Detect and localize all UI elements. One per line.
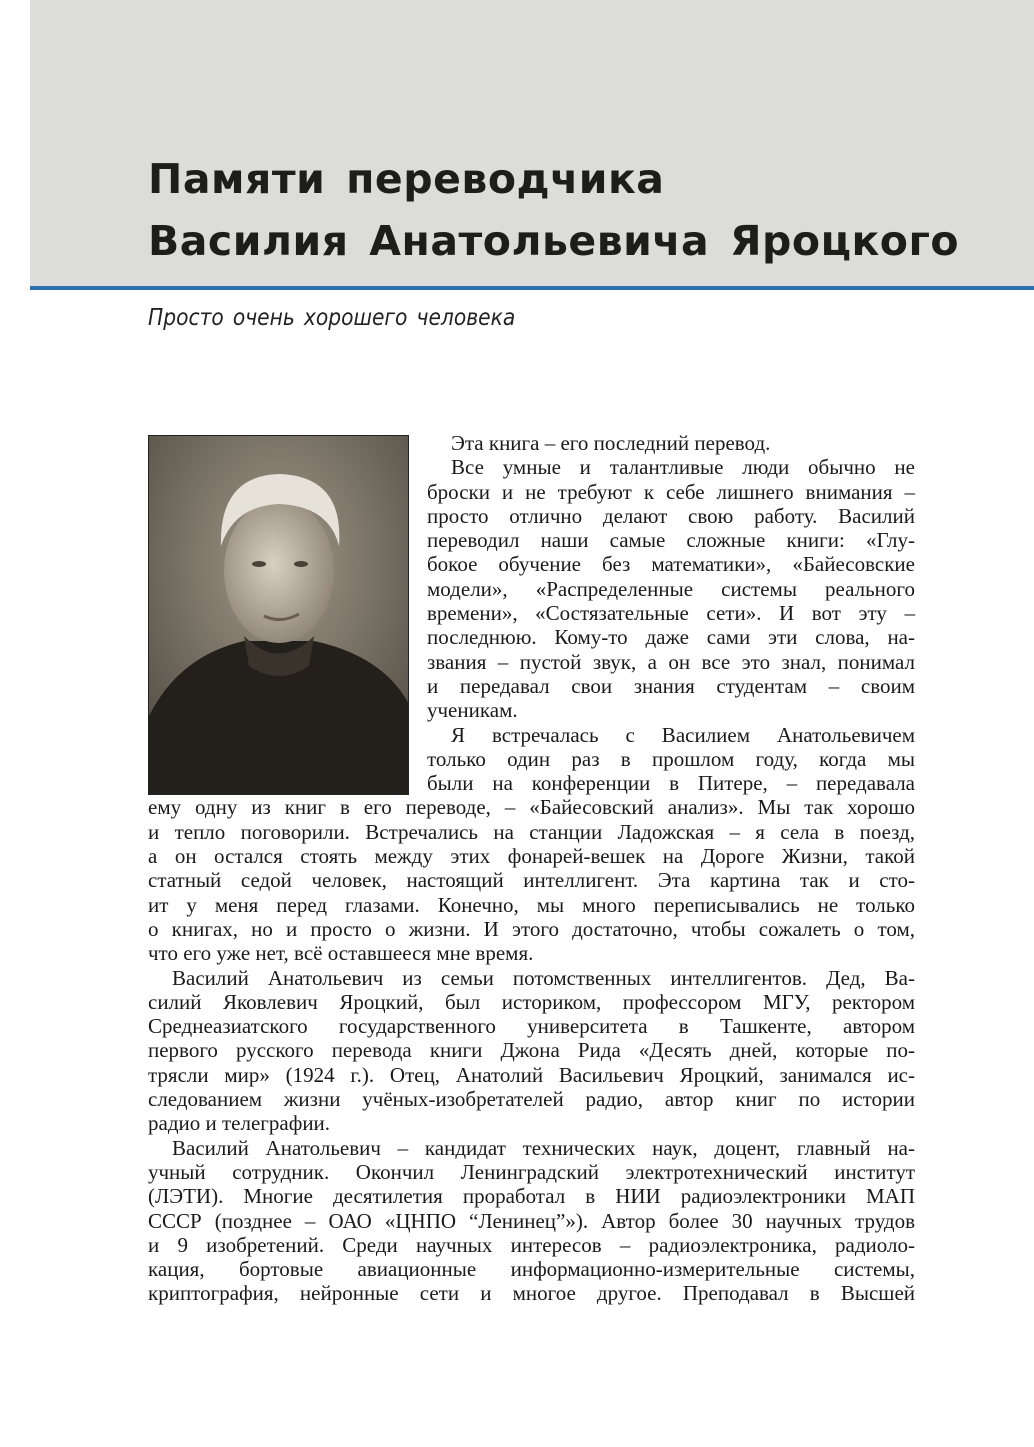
- text-line: модели», «Распределенные системы реального: [427, 576, 915, 601]
- text-line: криптография, нейронные сети и многое другое. Преподавал в Высшей: [148, 1281, 915, 1306]
- text-line: Василий Анатольевич – кандидат технических наук, доцент, главный на-: [172, 1135, 915, 1160]
- title-line: Василия Анатольевича Яроцкого: [148, 217, 960, 265]
- text-line: силий Яковлевич Яроцкий, был историком, профессором МГУ, ректором: [148, 989, 915, 1014]
- title-line: Памяти переводчика: [148, 155, 665, 203]
- text-line: что его уже нет, всё оставшееся мне время.: [148, 941, 534, 966]
- text-line: ит у меня перед глазами. Конечно, мы много переписывались не только: [148, 892, 915, 917]
- text-line: радио и телеграфии.: [148, 1111, 331, 1136]
- text-line: и 9 изобретений. Среди научных интересов – радиоэлектроника, радиоло-: [148, 1232, 915, 1257]
- text-line: просто отлично делают свою работу. Василий: [427, 503, 915, 528]
- text-line: только один раз в прошлом году, когда мы: [427, 746, 915, 771]
- text-line: Я встречалась с Василием Анатольевичем: [451, 722, 915, 747]
- page-title: [148, 148, 959, 272]
- text-line: и тепло поговорили. Встречались на станции Ладожская – я села в поезд,: [148, 819, 915, 844]
- text-line: Василий Анатольевич из семьи потомственных интеллигентов. Дед, Ва-: [172, 965, 915, 990]
- text-line: были на конференции в Питере, – передавала: [427, 771, 915, 796]
- text-line: о книгах, но и просто о жизни. И этого достаточно, чтобы сожалеть о том,: [148, 916, 915, 941]
- text-line: первого русского перевода книги Джона Рида «Десять дней, которые по-: [148, 1038, 915, 1063]
- text-line: и передавал свои знания студентам – своим: [427, 673, 915, 698]
- text-line: статный седой человек, настоящий интеллигент. Эта картина так и сто-: [148, 868, 915, 893]
- text-line: бокое обучение без математики», «Байесовские: [427, 552, 915, 577]
- text-line: Все умные и талантливые люди обычно не: [451, 455, 915, 480]
- text-line: ему одну из книг в его переводе, – «Байесовский анализ». Мы так хорошо: [148, 795, 915, 820]
- subtitle: Просто очень хорошего человека: [148, 305, 516, 331]
- header-rule: [30, 286, 1034, 290]
- text-line: последнюю. Кому-то даже сами эти слова, на-: [427, 625, 915, 650]
- text-line: учный сотрудник. Окончил Ленинградский электротехнический институт: [148, 1159, 915, 1184]
- text-line: трясли мир» (1924 г.). Отец, Анатолий Васильевич Яроцкий, занимался ис-: [148, 1062, 915, 1087]
- text-line: СССР (позднее – ОАО «ЦНПО “Ленинец”»). Автор более 30 научных трудов: [148, 1208, 915, 1233]
- text-line: броски и не требуют к себе лишнего внимания –: [427, 479, 915, 504]
- text-line: звания – пустой звук, а он все это знал, понимал: [427, 649, 915, 674]
- text-line: Эта книга – его последний перевод.: [451, 431, 771, 455]
- article-body: [148, 431, 915, 1306]
- text-line: Среднеазиатского государственного университета в Ташкенте, автором: [148, 1014, 915, 1039]
- text-line: а он остался стоять между этих фонарей-вешек на Дороге Жизни, такой: [148, 844, 915, 869]
- text-line: следованием жизни учёных-изобретателей радио, автор книг по истории: [148, 1087, 915, 1112]
- text-line: времени», «Состязательные сети». И вот эту –: [427, 601, 915, 626]
- text-line: кация, бортовые авиационные информационно-измерительные системы,: [148, 1257, 915, 1282]
- text-line: (ЛЭТИ). Многие десятилетия проработал в НИИ радиоэлектроники МАП: [148, 1184, 915, 1209]
- text-line: ученикам.: [427, 698, 518, 723]
- text-line: переводил наши самые сложные книги: «Глу-: [427, 528, 915, 553]
